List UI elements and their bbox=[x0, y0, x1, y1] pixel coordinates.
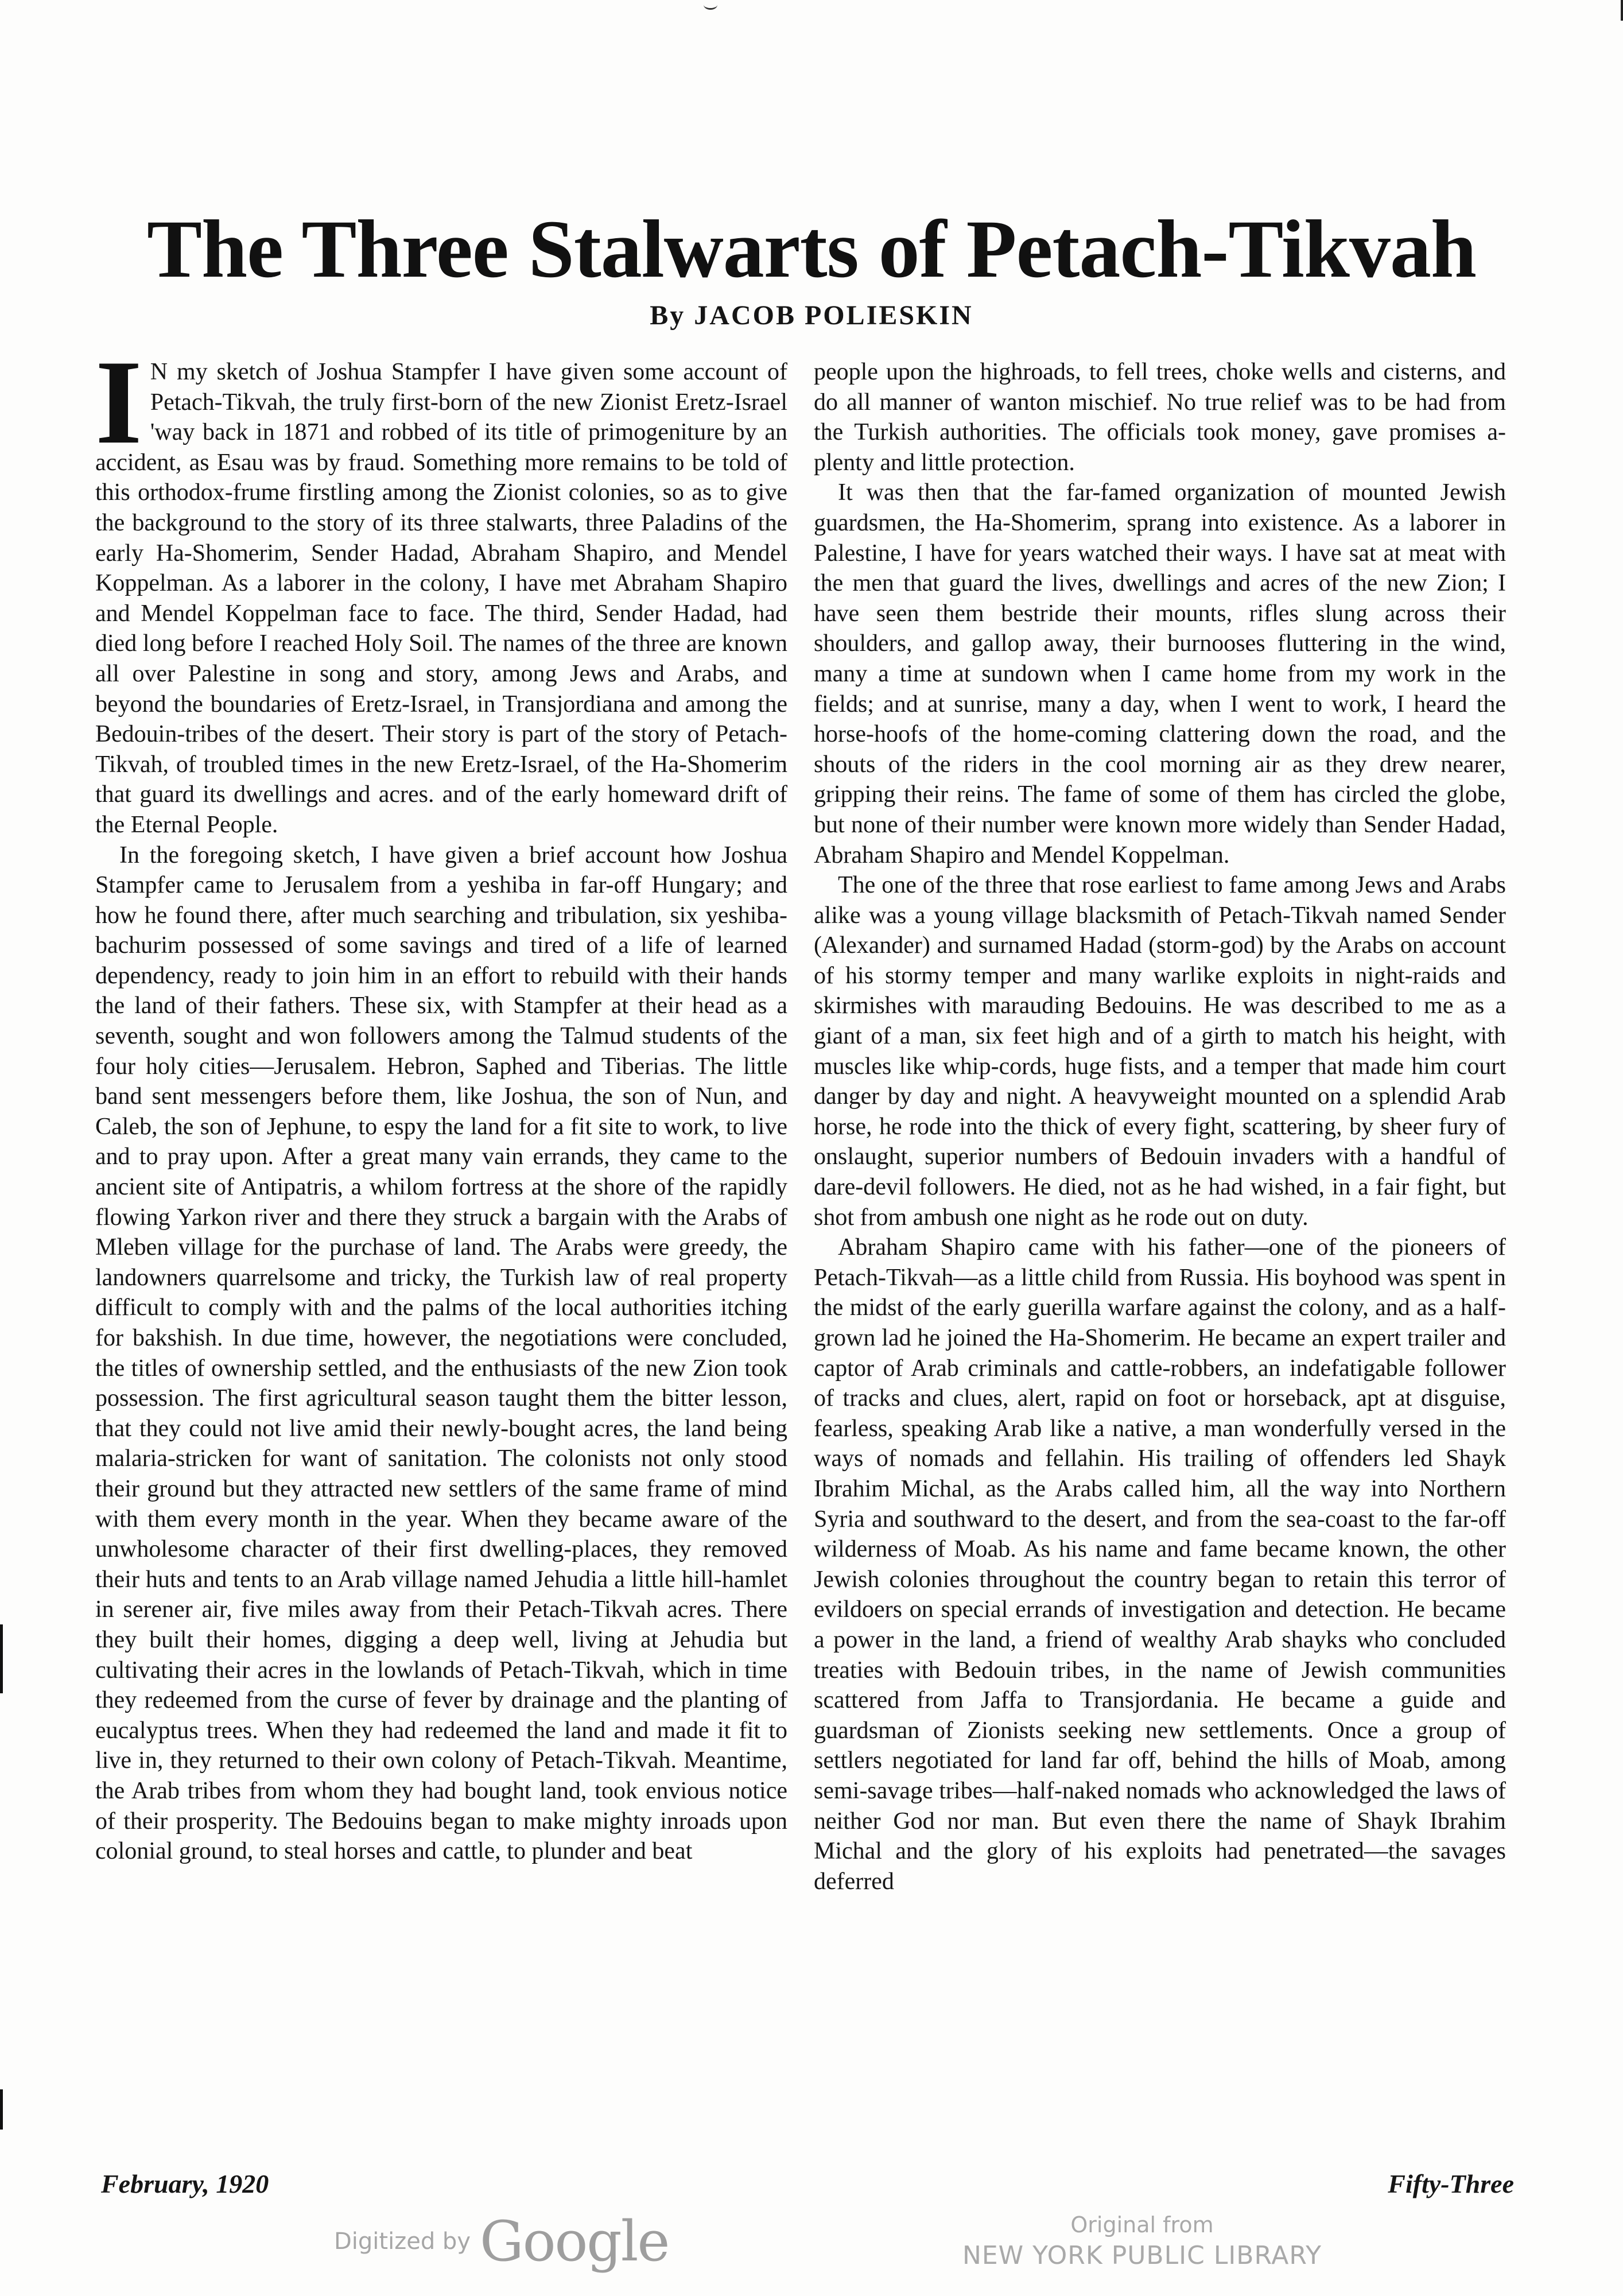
crop-mark bbox=[704, 0, 717, 10]
original-from-label: Original from bbox=[1070, 2212, 1214, 2237]
paragraph: It was then that the far-famed organization of mounted Jewish guardsmen, the Ha-Shomerim, sprang into existence. As a laborer in Palestine, I have for years watched their ways. I have sat at meat with the men that guard the lives, dwellings and acres of the new Zion; I have seen them bestride their mounts, rifles slung across their shoulders, and gallop away, their burnooses fluttering in the wind, many a time at sundown when I came home from my work in the fields; and at sunrise, many a day, when I went to work, I heard the horse-hoofs of the home-coming clattering down the road, and the shouts of the riders in the cool morning air as they drew nearer, gripping their reins. The fame of some of them has circled the globe, but none of their number were known more widely than Sender Hadad, Abraham Shapiro and Mendel Koppelman. bbox=[814, 479, 1506, 868]
paragraph: In the foregoing sketch, I have given a brief account how Joshua Stampfer came to Jerusalem from a yeshiba in far-off Hungary; and how he found there, after much searching and tribulation, six yeshiba-bachurim possessed of some savings and tired of a life of learned dependency, ready to join him in an effort to rebuild with their hands the land of their fathers. These six, with Stampfer at their head as a seventh, sought and won followers among the Talmud students of the four holy cities—Jerusalem. Hebron, Saphed and Tiberias. The little band sent messengers before them, like Joshua, the son of Nun, and Caleb, the son of Jephune, to espy the land for a fit site to work, to live and to pray upon. After a great many vain errands, they came to the ancient site of Antipatris, a whilom fortress at the shore of the rapidly flowing Yarkon river and there they struck a bargain with the Arabs of Mleben village for the purchase of land. The Arabs were greedy, the landowners quarrelsome and tricky, the Turkish law of real property difficult to comply with and the palms of the local authorities itching for bakshish. In due time, however, the negotiations were concluded, the titles of ownership settled, and the enthusiasts of the new Zion took possession. The first agricultural season taught them the bitter lesson, that they could not live amid their newly-bought acres, the land being malaria-stricken for want of sanitation. The colonists not only stood their ground but they attracted new settlers of the same frame of mind with them every month in the year. When they became aware of the unwholesome character of their first dwelling-places, they removed their huts and tents to an Arab village named Jehudia a little hill-hamlet in serener air, five miles away from their Petach-Tikvah acres. There they built their homes, digging a deep well, living at Jehudia but cultivating their acres in the lowlands of Petach-Tikvah, which in time they redeemed from the curse of fever by drainage and the planting of eucalyptus trees. When they had redeemed the land and made it fit to live in, they returned to their own colony of Petach-Tikvah. Meantime, the Arab tribes from whom they had bought land, took envious notice of their prosperity. The Bedouins began to make mighty inroads upon colonial ground, to steal horses and cattle, to plunder and beat bbox=[95, 841, 787, 1865]
paragraph: The one of the three that rose earliest to fame among Jews and Arabs alike was a young village blacksmith of Petach-Tikvah named Sender (Alexander) and surnamed Hadad (storm-god) by the Arabs on account of his stormy temper and many warlike exploits in night-raids and skirmishes with marauding Bedouins. He was described to me as a giant of a man, six feet high and of a girth to match his height, with muscles like whip-cords, huge fists, and a temper that made him court danger by day and night. A heavyweight mounted on a splendid Arab horse, he rode into the thick of every fight, scattering, by sheer fury of onslaught, superior numbers of Bedouin invaders with a handful of dare-devil followers. He died, not as he had wished, in a fair fight, but shot from ambush one night as he rode out on duty. bbox=[814, 872, 1506, 1231]
paragraph: Abraham Shapiro came with his father—one of the pioneers of Petach-Tikvah—as a little child from Russia. His boyhood was spent in the midst of the early guerilla warfare against the colony, and as a half-grown lad he joined the Ha-Shomerim. He became an expert trailer and captor of Arab criminals and cattle-robbers, an indefatigable follower of tracks and clues, alert, rapid on foot or horseback, apt at disguise, fearless, speaking Arab like a native, a man wonderfully versed in the ways of nomads and fellahin. His trailing of offenders led Shayk Ibrahim Michal, as the Arabs called him, all the way into Northern Syria and southward to the desert, and from the sea-coast to the far-off wilderness of Moab. As his name and fame became known, the other Jewish colonies throughout the country began to retain this terror of evildoers on special errands of investigation and detection. He became a power in the land, a friend of wealthy Arab shayks who concluded treaties with Bedouin tribes, in the name of Jewish communities scattered from Jaffa to Transjordania. He became a guide and guardsman of Zionists seeking new settlements. Once a group of settlers negotiated for land far off, behind the hills of Moab, among semi-savage tribes—half-naked nomads who acknowledged the laws of neither God nor man. But even there the name of Shayk Ibrahim Michal and the glory of his exploits had penetrated—the savages deferred bbox=[814, 1234, 1506, 1895]
article-title: The Three Stalwarts of Petach-Tikvah bbox=[146, 204, 1477, 295]
library-name: NEW YORK PUBLIC LIBRARY bbox=[962, 2241, 1322, 2270]
google-logo: Google bbox=[480, 2209, 669, 2274]
issue-date: February, 1920 bbox=[101, 2169, 269, 2198]
binding-mark bbox=[0, 2089, 3, 2130]
digitized-label: Digitized by bbox=[334, 2228, 471, 2255]
binding-mark bbox=[0, 1624, 3, 1693]
article-byline: By JACOB POLIESKIN bbox=[650, 300, 973, 331]
drop-cap: I bbox=[95, 357, 142, 469]
left-column bbox=[95, 357, 787, 2131]
page-number: Fifty-Three bbox=[1388, 2169, 1514, 2198]
right-column bbox=[814, 357, 1506, 2131]
paragraph-text: N my sketch of Joshua Stampfer I have given some account of Petach-Tikvah, the truly first-born of the new Zionist Eretz-Israel 'way back in 1871 and robbed of its title of primogeniture by an accident, as Esau was by fraud. Something more remains to be told of this orthodox-frume firstling among the Zionist colonies, so as to give the background to the story of its three stalwarts, three Paladins of the early Ha-Shomerim, Sender Hadad, Abraham Shapiro, and Mendel Koppelman. As a laborer in the colony, I have met Abraham Shapiro and Mendel Koppelman face to face. The third, Sender Hadad, had died long before I reached Holy Soil. The names of the three are known all over Palestine in song and story, among Jews and Arabs, and beyond the boundaries of Eretz-Israel, in Transjordiana and among the Bedouin-tribes of the desert. Their story is part of the story of Petach-Tikvah, of troubled times in the new Eretz-Israel, of the Ha-Shomerim that guard its dwellings and acres. and of the early homeward drift of the Eternal People. bbox=[95, 359, 787, 838]
digitized-watermark bbox=[334, 2210, 669, 2273]
paragraph bbox=[95, 357, 787, 840]
library-attribution bbox=[895, 2211, 1389, 2273]
page-edge-line bbox=[1621, 0, 1623, 21]
paragraph: people upon the highroads, to fell trees, choke wells and cisterns, and do all manner of wanton mischief. No true relief was to be had from the Turkish authorities. The officials took money, gave promises a-plenty and little protection. bbox=[814, 359, 1506, 476]
